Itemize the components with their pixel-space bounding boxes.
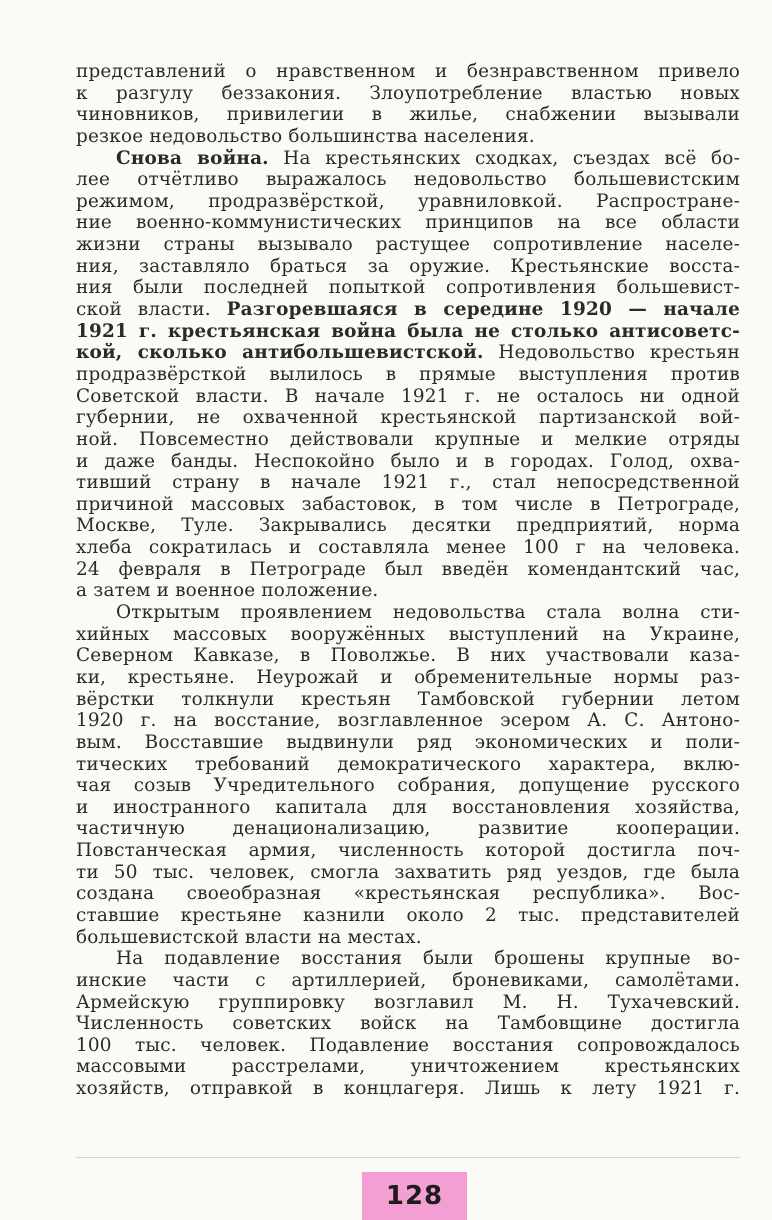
- text-line: а затем и военное положение.: [76, 580, 379, 602]
- text-line: ние военно-коммунистических принципов на все области: [76, 212, 740, 234]
- text-line: создана своеобразная «крестьянская республика». Вос-: [76, 883, 740, 905]
- page-body-text: [76, 61, 740, 1100]
- text-line: частичную денационализацию, развитие кооперации.: [76, 818, 740, 840]
- text-line: инские части с артиллерией, броневиками, самолётами.: [76, 969, 740, 991]
- text-line: тивший страну в начале 1921 г., стал непосредственной: [76, 472, 740, 494]
- text-line: вым. Восставшие выдвинули ряд экономических и поли-: [76, 731, 740, 753]
- section-heading-snova-voyna: Снова война.: [116, 147, 269, 169]
- text-line: Советской власти. В начале 1921 г. не осталось ни одной: [76, 385, 740, 407]
- text-line: жизни страны вызывало растущее сопротивление населе-: [76, 234, 740, 256]
- text-line: ной. Повсеместно действовали крупные и мелкие отряды: [76, 428, 740, 450]
- text-line: режимом, продразвёрсткой, уравниловкой. Распростране-: [76, 190, 740, 212]
- text-line: Армейскую группировку возглавил М. Н. Тухачевский.: [76, 991, 740, 1013]
- text-fragment: ской власти.: [76, 299, 227, 321]
- text-fragment: На крестьянских сходках, съездах всё бо-: [268, 147, 740, 169]
- footer-divider: [76, 1157, 740, 1158]
- text-fragment: Недовольство крестьян: [483, 342, 740, 364]
- text-line: Открытым проявлением недовольства стала волна сти-: [116, 602, 740, 624]
- text-line: Москве, Туле. Закрывались десятки предприятий, норма: [76, 515, 740, 537]
- bold-thesis-line: 1921 г. крестьянская война была не столько антисоветс-: [76, 320, 740, 342]
- text-line: ставшие крестьяне казнили около 2 тыс. представителей: [76, 904, 740, 926]
- text-line: губернии, не охваченной крестьянской партизанской вой-: [76, 407, 740, 429]
- text-line: чая созыв Учредительного собрания, допущение русского: [76, 775, 740, 797]
- text-line: ния были последней попыткой сопротивления большевист-: [76, 277, 740, 299]
- text-line: чиновников, привилегии в жилье, снабжении вызывали: [76, 104, 740, 126]
- text-line: хийных массовых вооружённых выступлений на Украине,: [76, 623, 740, 645]
- text-line: продразвёрсткой вылилось в прямые выступления против: [76, 363, 740, 385]
- paragraph-snova-voyna-first-line: [76, 148, 740, 170]
- text-line: Численность советских войск на Тамбовщине достигла: [76, 1013, 740, 1035]
- page-number: 128: [385, 1181, 444, 1211]
- text-line: хозяйств, отправкой в концлагеря. Лишь к лету 1921 г.: [76, 1078, 740, 1100]
- text-line: и иностранного капитала для восстановления хозяйства,: [76, 796, 740, 818]
- text-line: вёрстки толкнули крестьян Тамбовской губернии летом: [76, 688, 740, 710]
- text-line-mixed: [76, 342, 740, 364]
- text-line: 100 тыс. человек. Подавление восстания сопровождалось: [76, 1034, 740, 1056]
- text-line: массовыми расстрелами, уничтожением крестьянских: [76, 1056, 740, 1078]
- text-line: большевистской власти на местах.: [76, 926, 422, 948]
- text-line: представлений о нравственном и безнравственном привело: [76, 61, 740, 82]
- text-line: ния, заставляло браться за оружие. Крестьянские восста-: [76, 255, 740, 277]
- bold-thesis-fragment: Разгоревшаяся в середине 1920 — начале: [226, 299, 740, 321]
- text-line: хлеба сократилась и составляла менее 100 г на человека.: [76, 537, 740, 559]
- text-line: тических требований демократического характера, вклю-: [76, 753, 740, 775]
- text-line: и даже банды. Неспокойно было и в городах. Голод, охва-: [76, 450, 740, 472]
- text-line: 1920 г. на восстание, возглавленное эсером А. С. Антоно-: [76, 710, 740, 732]
- text-line: 24 февраля в Петрограде был введён комендантский час,: [76, 558, 740, 580]
- text-line: На подавление восстания были брошены крупные во-: [116, 948, 740, 970]
- bold-thesis-fragment: кой, сколько антибольшевистской.: [76, 342, 484, 364]
- text-line: причиной массовых забастовок, в том числе в Петрограде,: [76, 493, 740, 515]
- text-line: ки, крестьяне. Неурожай и обременительные нормы раз-: [76, 666, 740, 688]
- text-line: лее отчётливо выражалось недовольство большевистским: [76, 169, 740, 191]
- text-line-mixed: [76, 299, 740, 321]
- text-line: Повстанческая армия, численность которой достигла поч-: [76, 840, 740, 862]
- text-line: к разгулу беззакония. Злоупотребление властью новых: [76, 82, 740, 104]
- text-line: резкое недовольство большинства населения.: [76, 125, 535, 147]
- page-number-badge: [362, 1172, 467, 1220]
- text-line: Северном Кавказе, в Поволжье. В них участвовали каза-: [76, 645, 740, 667]
- text-line: ти 50 тыс. человек, смогла захватить ряд уездов, где была: [76, 861, 740, 883]
